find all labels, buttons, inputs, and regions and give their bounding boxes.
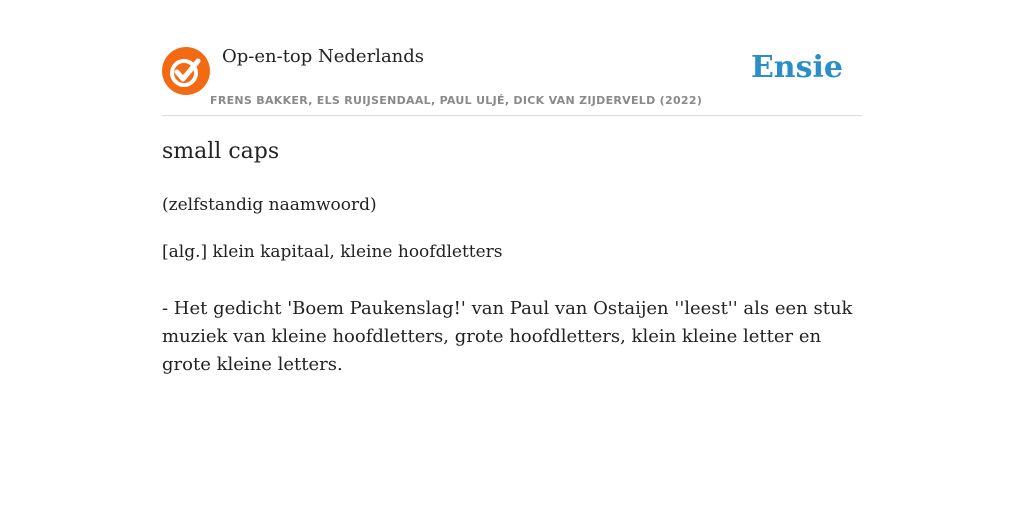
source-title[interactable]: Op-en-top Nederlands [222,46,425,67]
part-of-speech: (zelfstandig naamwoord) [162,195,377,215]
entry-card [162,40,862,375]
source-header [162,40,862,116]
definition: [alg.] klein kapitaal, kleine hoofdletters [162,242,503,262]
ensie-logo[interactable]: Ensie [750,50,843,85]
source-badge[interactable] [162,47,210,95]
headword: small caps [162,139,280,164]
example-sentence: - Het gedicht 'Boem Paukenslag!' van Paul van Ostaijen ''leest'' als een stuk muziek van kleine hoofdletters, grote hoofdletters, klein kleine letter en grote kleine letters. [162,298,853,375]
checkmark-icon [162,47,210,95]
source-authors: FRENS BAKKER, ELS RUIJSENDAAL, PAUL ULJÉ, DICK VAN ZIJDERVELD (2022) [210,94,703,107]
